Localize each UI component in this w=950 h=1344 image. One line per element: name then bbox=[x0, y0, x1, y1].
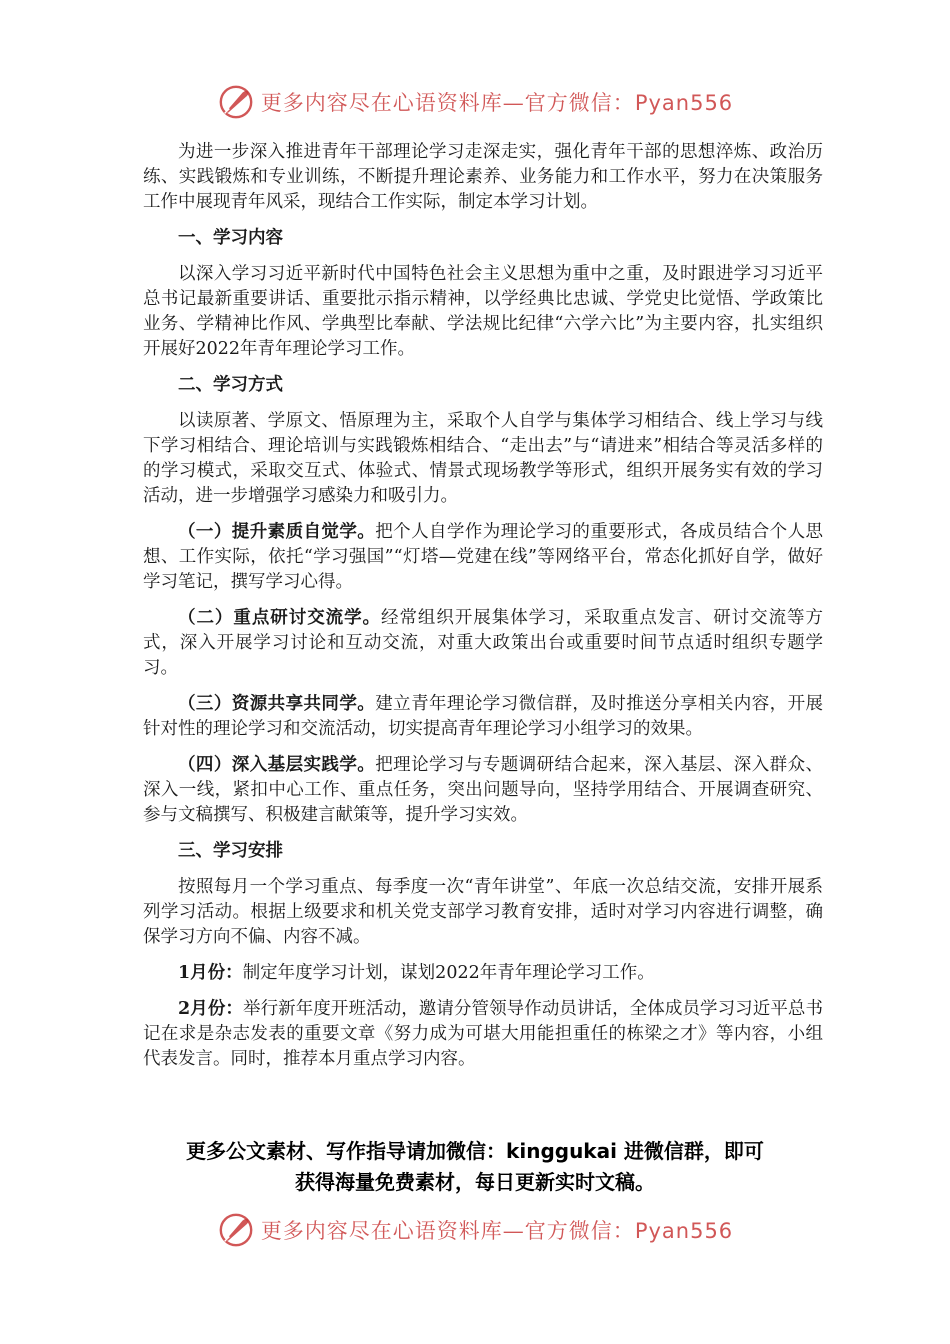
promo-line-2: 获得海量免费素材，每日更新实时文稿。 bbox=[295, 1170, 655, 1194]
document-body bbox=[143, 140, 823, 1083]
wechat-id: Pyan556 bbox=[634, 1219, 734, 1243]
quill-pen-icon bbox=[217, 1211, 255, 1249]
promo-line-1: 更多公文素材、写作指导请加微信：kinggukai 进微信群，即可 bbox=[186, 1139, 764, 1163]
schedule-month-2: 2月份：举行新年度开班活动，邀请分管领导作动员讲话，全体成员学习习近平总书记在求是杂志发表的重要文章《努力成为可堪大用能担重任的栋梁之才》等内容，小组代表发言。同时，推荐本月重点学习内容。 bbox=[143, 999, 823, 1069]
month-label: 2月份： bbox=[178, 999, 243, 1019]
footer-watermark-banner bbox=[0, 1208, 950, 1252]
section-content-paragraph: 以深入学习习近平新时代中国特色社会主义思想为重中之重，及时跟进学习习近平总书记最新重要讲话、重要批示指示精神，以学经典比忠诚、学党史比觉悟、学政策比业务、学精神比作风、学典型比奉献、学法规比纪律“六学六比”为主要内容，扎实组织开展好2022年青年理论学习工作。 bbox=[143, 264, 823, 359]
watermark-text: 更多内容尽在心语资料库—官方微信：Pyan556 bbox=[260, 91, 734, 115]
method-item-title: （二）重点研讨交流学。 bbox=[178, 608, 382, 628]
section-method-paragraph: 以读原著、学原文、悟原理为主，采取个人自学与集体学习相结合、线上学习与线下学习相结合、理论培训与实践锻炼相结合、“走出去”与“请进来”相结合等灵活多样的的学习模式，采取交互式、体验式、情景式现场教学等形式，组织开展务实有效的学习活动，进一步增强学习感染力和吸引力。 bbox=[143, 411, 823, 506]
method-item-3: （三）资源共享共同学。建立青年理论学习微信群，及时推送分享相关内容，开展针对性的理论学习和交流活动，切实提高青年理论学习小组学习的效果。 bbox=[143, 694, 824, 739]
quill-pen-icon bbox=[217, 83, 255, 121]
method-item-title: （一）提升素质自觉学。 bbox=[178, 522, 376, 542]
promo-notice bbox=[0, 1136, 950, 1198]
method-item-title: （三）资源共享共同学。 bbox=[178, 694, 376, 714]
watermark-text: 更多内容尽在心语资料库—官方微信：Pyan556 bbox=[260, 1219, 734, 1243]
schedule-month-1: 1月份：制定年度学习计划，谋划2022年青年理论学习工作。 bbox=[178, 963, 655, 983]
section-heading-content: 一、学习内容 bbox=[178, 228, 283, 248]
section-heading-method: 二、学习方式 bbox=[178, 375, 283, 395]
intro-paragraph: 为进一步深入推进青年干部理论学习走深走实，强化青年干部的思想淬炼、政治历练、实践锻炼和专业训练，不断提升理论素养、业务能力和工作水平，努力在决策服务工作中展现青年风采，现结合工作实际，制定本学习计划。 bbox=[143, 142, 823, 212]
wechat-id: Pyan556 bbox=[634, 91, 734, 115]
section-schedule-paragraph: 按照每月一个学习重点、每季度一次“青年讲堂”、年底一次总结交流，安排开展系列学习活动。根据上级要求和机关党支部学习教育安排，适时对学习内容进行调整，确保学习方向不偏、内容不减。 bbox=[143, 877, 823, 947]
month-label: 1月份： bbox=[178, 963, 243, 983]
header-watermark-banner bbox=[0, 80, 950, 124]
method-item-4: （四）深入基层实践学。把理论学习与专题调研结合起来，深入基层、深入群众、深入一线，紧扣中心工作、重点任务，突出问题导向，坚持学用结合、开展调查研究、参与文稿撰写、积极建言献策等，提升学习实效。 bbox=[143, 755, 824, 825]
method-item-1: （一）提升素质自觉学。把个人自学作为理论学习的重要形式，各成员结合个人思想、工作实际，依托“学习强国”“灯塔—党建在线”等网络平台，常态化抓好自学，做好学习笔记，撰写学习心得。 bbox=[143, 522, 824, 592]
method-item-title: （四）深入基层实践学。 bbox=[178, 755, 376, 775]
method-item-2: （二）重点研讨交流学。经常组织开展集体学习，采取重点发言、研讨交流等方式，深入开展学习讨论和互动交流，对重大政策出台或重要时间节点适时组织专题学习。 bbox=[143, 608, 823, 678]
section-heading-schedule: 三、学习安排 bbox=[178, 841, 283, 861]
